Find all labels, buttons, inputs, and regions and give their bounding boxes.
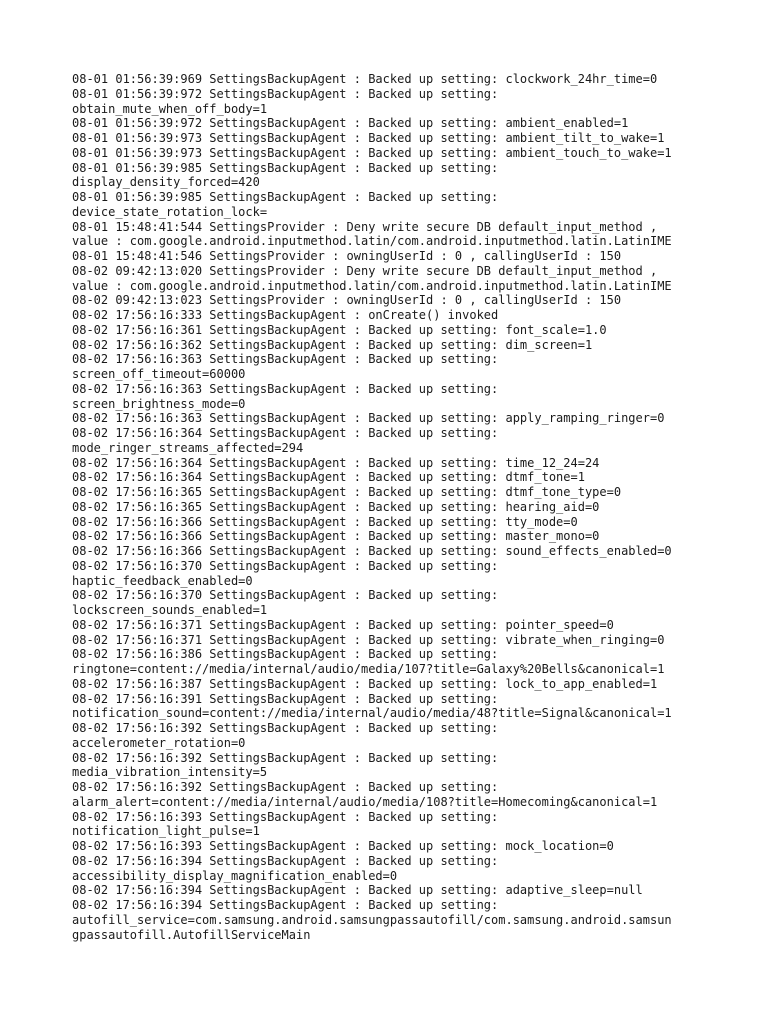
log-line: 08-02 17:56:16:370 SettingsBackupAgent : Backed up setting: — [72, 558, 499, 573]
log-line: 08-02 17:56:16:364 SettingsBackupAgent : Backed up setting: — [72, 426, 499, 440]
log-line: 08-02 17:56:16:371 SettingsBackupAgent : Backed up setting: vibrate_when_ringing=0 — [72, 632, 665, 647]
log-line: 08-02 17:56:16:363 SettingsBackupAgent : Backed up setting: apply_ramping_ringer=0 — [72, 411, 665, 426]
log-line: 08-02 17:56:16:366 SettingsBackupAgent : Backed up setting: sound_effects_enabled=0 — [72, 544, 672, 558]
log-line: 08-02 17:56:16:361 SettingsBackupAgent : Backed up setting: font_scale=1.0 — [72, 322, 607, 337]
log-line: 08-02 17:56:16:370 SettingsBackupAgent : Backed up setting: — [72, 588, 499, 603]
log-line: 08-02 17:56:16:392 SettingsBackupAgent : Backed up setting: — [72, 721, 499, 735]
log-line: 08-01 15:48:41:546 SettingsProvider : owningUserId : 0 , callingUserId : 150 — [72, 249, 622, 263]
log-line: 08-02 17:56:16:392 SettingsBackupAgent : Backed up setting: — [72, 780, 499, 794]
log-line: 08-01 01:56:39:985 SettingsBackupAgent : Backed up setting: — [72, 160, 499, 175]
log-line: 08-01 01:56:39:973 SettingsBackupAgent : Backed up setting: ambient_touch_to_wake=1 — [72, 145, 672, 160]
log-line: 08-02 17:56:16:363 SettingsBackupAgent : Backed up setting: — [72, 381, 499, 396]
log-line: 08-02 17:56:16:371 SettingsBackupAgent : Backed up setting: pointer_speed=0 — [72, 617, 614, 632]
log-line: 08-02 17:56:16:393 SettingsBackupAgent : Backed up setting: mock_location=0 — [72, 839, 614, 853]
log-line: haptic_feedback_enabled=0 — [72, 573, 253, 588]
log-line: 08-02 17:56:16:362 SettingsBackupAgent : Backed up setting: dim_screen=1 — [72, 337, 593, 352]
log-line: 08-02 17:56:16:394 SettingsBackupAgent : Backed up setting: adaptive_sleep=null — [72, 883, 643, 898]
log-line: 08-02 17:56:16:365 SettingsBackupAgent : Backed up setting: dtmf_tone_type=0 — [72, 485, 622, 499]
log-line: 08-02 17:56:16:394 SettingsBackupAgent : Backed up setting: — [72, 853, 499, 868]
log-line: 08-02 17:56:16:393 SettingsBackupAgent : Backed up setting: — [72, 809, 499, 824]
log-line: 08-02 17:56:16:386 SettingsBackupAgent : Backed up setting: — [72, 647, 499, 662]
log-line: value : com.google.android.inputmethod.latin/com.android.inputmethod.latin.LatinIME — [72, 234, 672, 249]
log-line: screen_brightness_mode=0 — [72, 396, 246, 411]
log-line: display_density_forced=420 — [72, 175, 260, 190]
log-line: notification_light_pulse=1 — [72, 824, 260, 839]
log-line: 08-02 17:56:16:333 SettingsBackupAgent : onCreate() invoked — [72, 308, 499, 322]
log-line: alarm_alert=content://media/internal/audio/media/108?title=Homecoming&canonical=1 — [72, 794, 658, 809]
log-line: 08-02 17:56:16:391 SettingsBackupAgent : Backed up setting: — [72, 691, 499, 706]
log-line: accessibility_display_magnification_enabled=0 — [72, 868, 398, 883]
log-line: mode_ringer_streams_affected=294 — [72, 440, 304, 455]
log-line: 08-02 17:56:16:366 SettingsBackupAgent : Backed up setting: tty_mode=0 — [72, 514, 578, 529]
log-line: 08-02 17:56:16:387 SettingsBackupAgent : Backed up setting: lock_to_app_enabled=1 — [72, 676, 658, 691]
log-line: 08-01 01:56:39:972 SettingsBackupAgent : Backed up setting: ambient_enabled=1 — [72, 116, 629, 131]
log-line: 08-02 17:56:16:366 SettingsBackupAgent : Backed up setting: master_mono=0 — [72, 529, 600, 544]
log-line: 08-02 09:42:13:020 SettingsProvider : Deny write secure DB default_input_method , — [72, 263, 658, 278]
log-line: 08-02 09:42:13:023 SettingsProvider : owningUserId : 0 , callingUserId : 150 — [72, 293, 622, 308]
log-line: 08-01 01:56:39:973 SettingsBackupAgent : Backed up setting: ambient_tilt_to_wake=1 — [72, 131, 665, 145]
log-line: 08-02 17:56:16:394 SettingsBackupAgent : Backed up setting: — [72, 898, 499, 912]
log-line: gpassautofill.AutofillServiceMain — [72, 927, 311, 942]
log-line: autofill_service=com.samsung.android.samsungpassautofill/com.samsung.android.samsun — [72, 912, 672, 927]
log-line: obtain_mute_when_off_body=1 — [72, 101, 268, 116]
log-line: 08-02 17:56:16:392 SettingsBackupAgent : Backed up setting: — [72, 750, 499, 765]
log-line: 08-02 17:56:16:363 SettingsBackupAgent : Backed up setting: — [72, 352, 499, 367]
log-line: ringtone=content://media/internal/audio/media/107?title=Galaxy%20Bells&canonical=1 — [72, 662, 665, 676]
log-line: 08-02 17:56:16:365 SettingsBackupAgent : Backed up setting: hearing_aid=0 — [72, 499, 600, 514]
log-line: device_state_rotation_lock= — [72, 204, 268, 219]
log-line: lockscreen_sounds_enabled=1 — [72, 603, 268, 617]
log-line: value : com.google.android.inputmethod.latin/com.android.inputmethod.latin.LatinIME — [72, 278, 672, 293]
log-line: 08-01 01:56:39:969 SettingsBackupAgent : Backed up setting: clockwork_24hr_time=0 — [72, 72, 658, 86]
log-line: 08-01 15:48:41:544 SettingsProvider : Deny write secure DB default_input_method , — [72, 219, 658, 234]
log-line: screen_off_timeout=60000 — [72, 367, 246, 381]
log-line: media_vibration_intensity=5 — [72, 765, 268, 780]
log-line: 08-01 01:56:39:985 SettingsBackupAgent : Backed up setting: — [72, 190, 499, 204]
log-line: accelerometer_rotation=0 — [72, 735, 246, 750]
log-line: 08-02 17:56:16:364 SettingsBackupAgent : Backed up setting: time_12_24=24 — [72, 455, 600, 470]
log-line: 08-02 17:56:16:364 SettingsBackupAgent : Backed up setting: dtmf_tone=1 — [72, 470, 585, 485]
log-document — [72, 72, 702, 942]
log-line: notification_sound=content://media/internal/audio/media/48?title=Signal&canonical=1 — [72, 706, 672, 721]
log-line: 08-01 01:56:39:972 SettingsBackupAgent : Backed up setting: — [72, 86, 499, 101]
